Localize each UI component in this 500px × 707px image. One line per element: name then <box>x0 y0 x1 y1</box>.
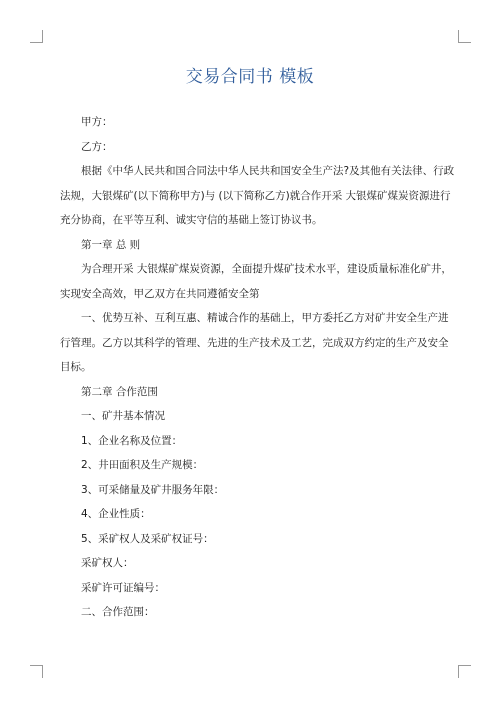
text-line: 法规，大银煤矿(以下简称甲方)与 (以下简称乙方)就合作开采 大银煤矿煤炭资源进行 <box>60 189 451 202</box>
text-line: 根据《中华人民共和国合同法中华人民共和国安全生产法?及其他有关法律、行政 <box>81 165 455 177</box>
page-corner-mark-bottom-left <box>30 665 43 678</box>
text-line: 3、可采储量及矿井服务年限： <box>81 483 225 496</box>
text-line: 第一章 总 则 <box>81 238 141 251</box>
purpose-paragraph <box>60 257 452 306</box>
list-item <box>60 502 444 527</box>
text-line: 目标。 <box>60 361 92 373</box>
text-line: 2、井田面积及生产规模： <box>81 459 204 471</box>
text-line: 甲方： <box>81 116 113 128</box>
text-line: 一、矿井基本情况 <box>81 410 165 422</box>
chapter-two-heading <box>60 380 444 405</box>
text-line: 为合理开采 大银煤矿煤炭资源，全面提升煤矿技术水平，建设质量标准化矿井， <box>81 263 452 275</box>
text-line: 实现安全高效，甲乙双方在共同遵循安全第 <box>60 287 260 300</box>
list-item <box>60 576 444 601</box>
text-line: 第二章 合作范围 <box>81 385 158 398</box>
text-line: 行管理。乙方以其科学的管理、先进的生产技术及工艺，完成双方约定的生产及安全 <box>60 336 449 349</box>
text-line: 采矿权人： <box>81 557 134 569</box>
cooperation-scope-heading <box>60 600 444 625</box>
text-line: 乙方： <box>81 140 113 153</box>
page-corner-mark-top-left <box>30 30 43 43</box>
party-b-line <box>60 135 444 160</box>
party-a-line <box>60 110 444 135</box>
page-corner-mark-bottom-right <box>458 665 471 678</box>
mine-basics-heading <box>60 404 444 429</box>
text-line: 4、企业性质： <box>81 508 151 520</box>
document-title: 交易合同书 模板 <box>185 67 315 87</box>
list-item <box>60 551 444 576</box>
page-corner-mark-top-right <box>458 30 471 43</box>
text-line: 采矿许可证编号： <box>81 581 165 594</box>
text-line: 充分协商，在平等互利、诚实守信的基础上签订协议书。 <box>60 214 323 226</box>
chapter-one-heading <box>60 233 444 258</box>
list-item <box>60 429 444 454</box>
list-item <box>60 453 444 478</box>
cooperation-principle-paragraph <box>60 306 449 380</box>
list-item <box>60 478 444 503</box>
text-line: 二、合作范围： <box>81 606 155 618</box>
text-line: 一、优势互补、互利互惠、精诚合作的基础上，甲方委托乙方对矿井安全生产进 <box>81 312 449 324</box>
text-line: 5、采矿权人及采矿权证号： <box>81 532 214 545</box>
preamble-paragraph <box>60 159 455 233</box>
text-line: 1、企业名称及位置： <box>81 434 183 447</box>
document-body <box>60 110 455 625</box>
list-item <box>60 527 444 552</box>
